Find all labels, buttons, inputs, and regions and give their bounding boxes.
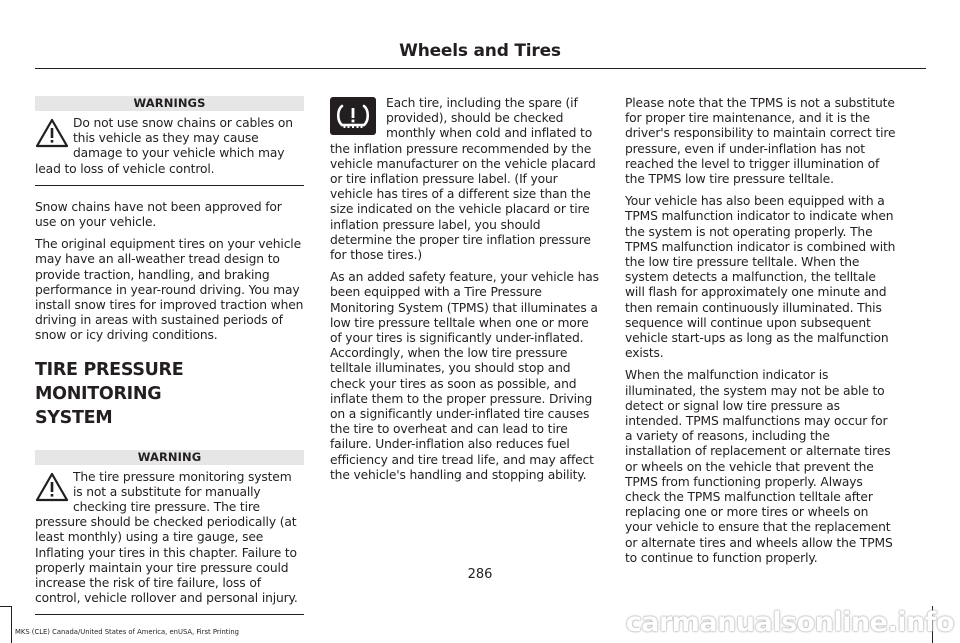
tpms-telltale-icon (330, 97, 376, 135)
left-column (35, 96, 304, 629)
section-heading-line-1: TIRE PRESSURE MONITORING (35, 359, 184, 404)
equipment-tires-paragraph: The original equipment tires on your vehicle may have an all-weather tread design to provide traction, handling, and braking performance in year-round driving. You may install snow tires for improved traction when driving in areas with sustained periods of snow or icy driving conditions. (35, 237, 304, 343)
snow-chains-paragraph: Snow chains have not been approved for use on your vehicle. (35, 199, 282, 230)
section-heading-tpms (35, 358, 304, 430)
crop-mark-left-vertical (11, 606, 12, 643)
page-header-title: Wheels and Tires (399, 41, 561, 61)
warnings-text: Do not use snow chains or cables on this vehicle as they may cause damage to your vehicle which may lead to loss of vehicle control. (35, 116, 293, 176)
malfunction-indicator-paragraph: Your vehicle has also been equipped with a TPMS malfunction indicator to indicate when the system is not operating properly. The TPMS malfunction indicator is combined with the low tire pressure telltale. When the system detects a malfunction, the telltale will flash for approximately one minute and then remain continuously illuminated. This sequence will continue upon subsequent vehicle start-ups as long as the malfunction exists. (625, 194, 896, 361)
tpms-feature-paragraph: As an added safety feature, your vehicle has been equipped with a Tire Pressure Monitoring System (TPMS) that illuminates a low tire pressure telltale when one or more of your tires is significantly under-inflated. Accordingly, when the low tire pressure telltale illuminates, you should stop and check your tires as soon as possible, and inflate them to the proper pressure. Driving on a significantly under-inflated tire causes the tire to overheat and can lead to tire failure. Under-inflation also reduces fuel efficiency and tire tread life, and may affect the vehicle's handling and stopping ability. (330, 270, 599, 482)
footer-printing-info: MKS (CLE) Canada/United States of America, enUSA, First Printing (15, 628, 239, 636)
tire-check-text: Each tire, including the spare (if provided), should be checked monthly when cold and inflated to the inflation pressure recommended by the vehicle manufacturer on the vehicle placard or tire inflation pressure label. (If your vehicle has tires of a different size than the size indicated on the vehicle placard or tire inflation pressure label, you should determine the proper tire inflation pressure for those tires.) (330, 96, 596, 263)
warning-text: The tire pressure monitoring system is not a substitute for manually checking tire pressure. The tire pressure should be checked periodically (at least monthly) using a tire gauge, see Inflating your tires in this chapter. Failure to properly maintain your tire pressure could increase the risk of tire failure, loss of control, vehicle rollover and personal injury. (35, 469, 298, 606)
warning-triangle-icon (35, 471, 69, 503)
warnings-heading: WARNINGS (35, 96, 304, 111)
right-column (625, 96, 897, 573)
crop-mark-left-horizontal (0, 606, 12, 607)
watermark: carmanualsonline.info (625, 607, 954, 638)
header-rule (35, 68, 926, 69)
tire-check-paragraph (330, 96, 599, 263)
warning-heading: WARNING (35, 450, 304, 465)
warnings-block (35, 111, 304, 177)
section-heading-line-2: SYSTEM (35, 407, 113, 428)
page-number: 286 (467, 567, 493, 582)
warning-rule (35, 614, 304, 615)
middle-column (330, 96, 599, 490)
warning-triangle-icon (35, 117, 69, 149)
warnings-rule (35, 185, 304, 186)
tpms-note-paragraph: Please note that the TPMS is not a substitute for proper tire maintenance, and it is the driver's responsibility to maintain correct tire pressure, even if under-inflation has not reached the level to trigger illumination of the TPMS low tire pressure telltale. (625, 96, 896, 187)
warning-block (35, 465, 304, 607)
malfunction-illuminated-paragraph: When the malfunction indicator is illuminated, the system may not be able to detect or signal low tire pressure as intended. TPMS malfunctions may occur for a variety of reasons, including the installation of replacement or alternate tires or wheels on the vehicle that prevent the TPMS from functioning properly. Always check the TPMS malfunction telltale after replacing one or more tires or wheels on your vehicle to ensure that the replacement or alternate tires and wheels allow the TPMS to continue to function properly. (625, 368, 893, 565)
